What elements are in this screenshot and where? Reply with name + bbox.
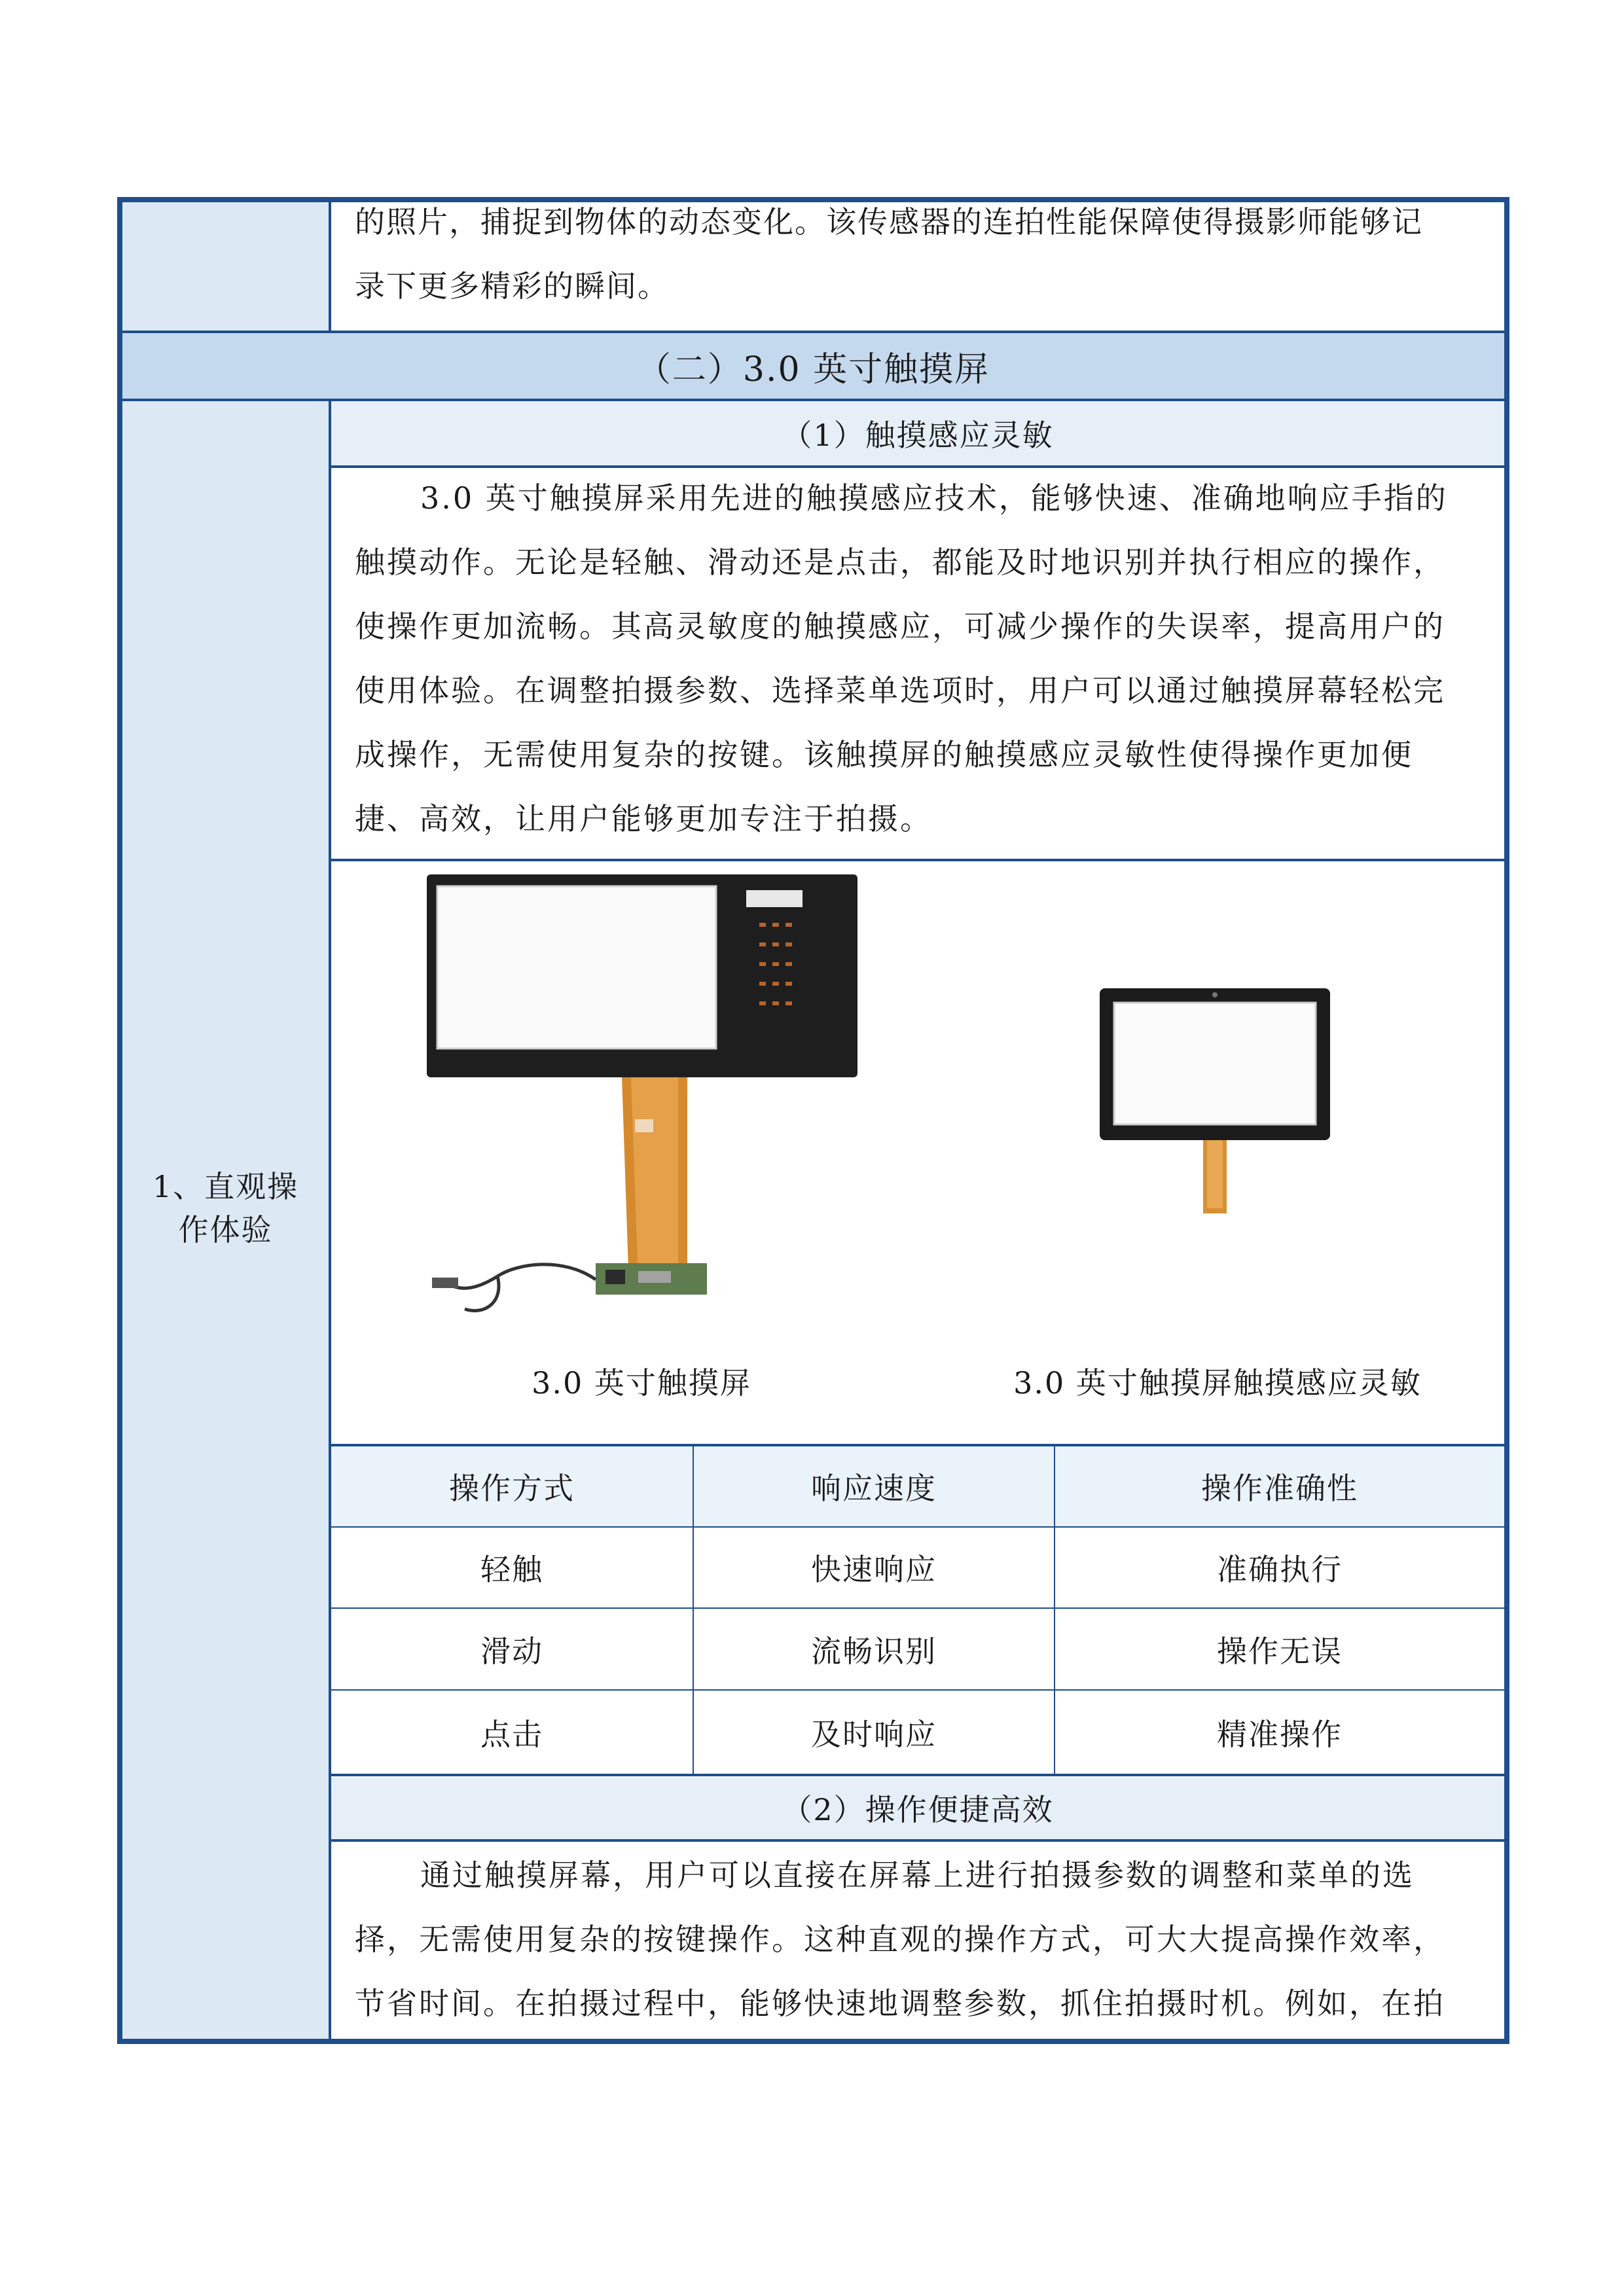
touchscreen-product-image-left [419,870,864,1329]
top-paragraph-line-1: 的照片，捕捉到物体的动态变化。该传感器的连拍性能保障使得摄影师能够记 [355,204,1423,240]
sub2-paragraph-line-1: 通过触摸屏幕，用户可以直接在屏幕上进行拍摄参数的调整和菜单的选 [420,1857,1415,1893]
table-header-operation-method: 操作方式 [449,1471,575,1506]
left-label-line-1: 1、直观操 [152,1169,299,1204]
table-cell: 点击 [480,1716,543,1752]
table-cell: 轻触 [480,1552,543,1587]
sub1-paragraph-line-1: 3.0 英寸触摸屏采用先进的触摸感应技术，能够快速、准确地响应手指的 [420,480,1448,516]
sub1-paragraph-line-5: 成操作，无需使用复杂的按键。该触摸屏的触摸感应灵敏性使得操作更加便 [355,737,1413,772]
sub2-title: （2）操作便捷高效 [782,1792,1054,1827]
left-label-line-2: 作体验 [178,1212,273,1247]
table-cell: 快速响应 [811,1552,937,1587]
table-cell: 流畅识别 [811,1633,937,1669]
sub1-paragraph-line-4: 使用体验。在调整拍摄参数、选择菜单选项时，用户可以通过触摸屏幕轻松完 [355,673,1445,708]
sub2-paragraph-line-2: 择，无需使用复杂的按键操作。这种直观的操作方式，可大大提高操作效率， [355,1922,1445,1957]
table-header-response-speed: 响应速度 [811,1471,937,1506]
image-caption-left: 3.0 英寸触摸屏 [532,1365,751,1401]
section-title: （二）3.0 英寸触摸屏 [636,350,990,389]
image-caption-right: 3.0 英寸触摸屏触摸感应灵敏 [1013,1365,1422,1401]
sub1-paragraph-line-3: 使操作更加流畅。其高灵敏度的触摸感应，可减少操作的失误率，提高用户的 [355,609,1445,644]
table-cell: 精准操作 [1217,1716,1343,1752]
touchscreen-product-image-right [969,949,1466,1230]
table-header-accuracy: 操作准确性 [1201,1471,1358,1506]
sub1-paragraph-line-6: 捷、高效，让用户能够更加专注于拍摄。 [355,801,932,836]
table-cell: 准确执行 [1217,1552,1343,1587]
sub2-paragraph-line-3: 节省时间。在拍摄过程中，能够快速地调整参数，抓住拍摄时机。例如，在拍 [355,1986,1445,2021]
sub1-title: （1）触摸感应灵敏 [782,418,1054,453]
table-cell: 滑动 [480,1633,543,1669]
table-cell: 操作无误 [1217,1633,1343,1669]
left-column-top [122,202,329,331]
sub1-paragraph-line-2: 触摸动作。无论是轻触、滑动还是点击，都能及时地识别并执行相应的操作， [355,545,1445,580]
table-cell: 及时响应 [811,1716,937,1752]
top-paragraph-line-2: 录下更多精彩的瞬间。 [355,268,669,304]
